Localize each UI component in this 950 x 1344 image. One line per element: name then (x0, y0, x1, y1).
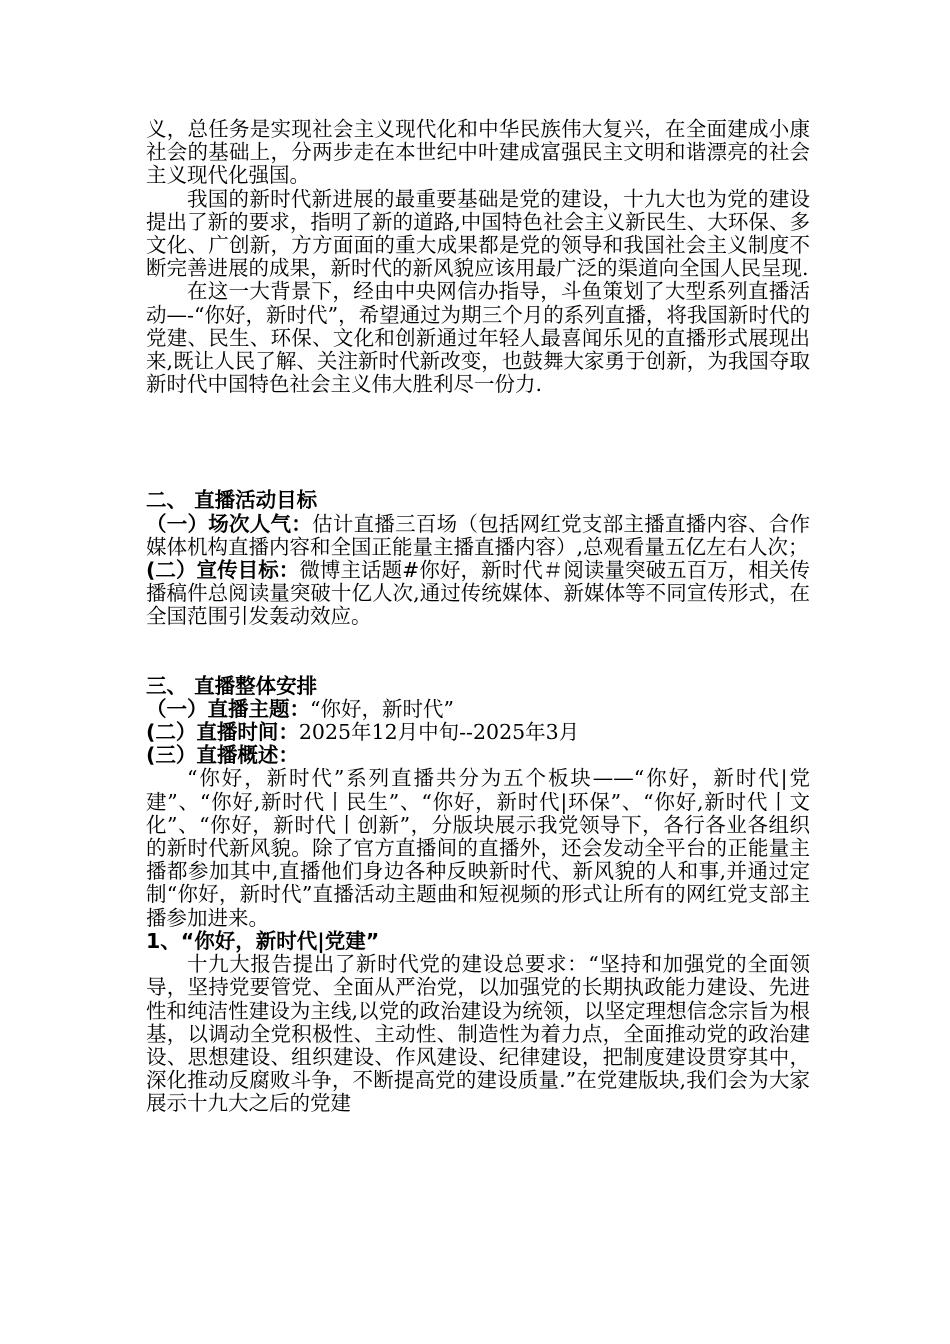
section-2-item-1-label: （一）场次人气： (146, 511, 313, 536)
section-2-item-2-text: 微博主话题#你好，新时代＃阅读量突破五百万，相关传播稿件总阅读量突破十亿人次,通过传统媒体、新媒体等不同宣传形式，在全国范围引发轰动效应。 (146, 558, 810, 629)
section-2-item-2-label: (二）宣传目标： (146, 558, 300, 583)
intro-paragraph-1: 义，总任务是实现社会主义现代化和中华民族伟大复兴，在全面建成小康社会的基础上，分两步走在本世纪中叶建成富强民主文明和谐漂亮的社会主义现代化强国。 (146, 117, 810, 188)
section-3-item-2-text: 2025年12月中旬--2025年3月 (298, 720, 580, 745)
document-page (146, 118, 810, 1116)
section-3-item-3-label: (三）直播概述： (146, 743, 299, 768)
section-3-item-2 (146, 721, 810, 744)
section-3-heading: 三、 直播整体安排 (146, 673, 318, 698)
section-3-item-3 (146, 744, 810, 767)
spacer (146, 629, 810, 675)
section-2-item-1 (146, 513, 810, 559)
section-2-item-1-text: 估计直播三百场（包括网红党支部主播直播内容、合作媒体机构直播内容和全国正能量主播直播内容）,总观看量五亿左右人次； (146, 511, 811, 559)
intro-paragraph-3: 在这一大背景下，经由中央网信办指导，斗鱼策划了大型系列直播活动—-“你好，新时代”，希望通过为期三个月的系列直播，将我国新时代的党建、民生、环保、文化和创新通过年轻人最喜闻乐见的直播形式展现出来,既让人民了解、关注新时代新改变，也鼓舞大家勇于创新，为我国夺取新时代中国特色社会主义伟大胜利尽一份力. (146, 279, 810, 397)
section-3-item-1-text: “你好，新时代” (310, 696, 454, 721)
subsection-1-text: 十九大报告提出了新时代党的建设总要求：“坚持和加强党的全面领导，坚持党要管党、全面从严治党，以加强党的长期执政能力建设、先进性和纯洁性建设为主线,以党的政治建设为统领，以坚定理想信念宗旨为根基，以调动全党积极性、主动性、制造性为着力点，全面推动党的政治建设、思想建设、组织建设、作风建设、纪律建设，把制度建设贯穿其中，深化推动反腐败斗争，不断提高党的建设质量.”在党建版块,我们会为大家展示十九大之后的党建 (146, 952, 810, 1116)
section-2-heading: 二、 直播活动目标 (146, 488, 318, 513)
subsection-1-heading: 1、“你好，新时代|党建” (146, 928, 380, 953)
intro-paragraph-2: 我国的新时代新进展的最重要基础是党的建设，十九大也为党的建设提出了新的要求，指明了新的道路,中国特色社会主义新民生、大环保、多文化、广创新，方方面面的重大成果都是党的领导和我国社会主义制度不断完善进展的成果，新时代的新风貌应该用最广泛的渠道向全国人民呈现. (146, 186, 810, 281)
section-3-overview: “你好，新时代”系列直播共分为五个板块——“你好，新时代|党建”、“你好,新时代丨民生”、“你好，新时代|环保”、“你好,新时代丨文化”、“你好，新时代丨创新”，分版块展示我党领导下，各行各业各组织的新时代新风貌。除了官方直播间的直播外，还会发动全平台的正能量主播都参加其中,直播他们身边各种反映新时代、新风貌的人和事,并通过定制“你好，新时代”直播活动主题曲和短视频的形式让所有的网红党支部主播参加进来。 (146, 766, 810, 930)
section-2-item-2 (146, 559, 810, 629)
section-3-item-1-label: （一）直播主题： (146, 696, 310, 721)
spacer (146, 396, 810, 489)
section-3-item-2-label: (二）直播时间： (146, 720, 299, 745)
section-3-item-1 (146, 698, 810, 721)
